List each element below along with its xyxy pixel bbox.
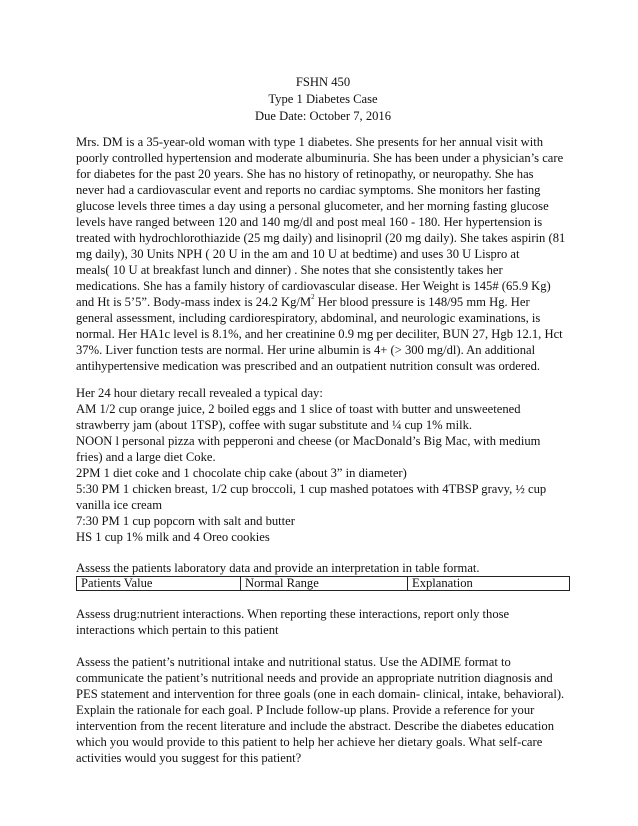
bmi-superscript: 2 bbox=[311, 293, 315, 301]
table-header-row bbox=[77, 577, 570, 591]
lab-interpretation-table bbox=[76, 576, 570, 591]
case-intro-line: treated with hydrochlorothiazide (25 mg daily) and lisinopril (20 mg daily). She takes aspirin (81 bbox=[76, 231, 566, 245]
column-header-normal-range: Normal Range bbox=[241, 577, 408, 591]
due-date: Due Date: October 7, 2016 bbox=[254, 109, 392, 123]
case-intro-line: never had a cardiovascular event and reports no cardiac symptoms. She monitors her fasting bbox=[76, 183, 541, 197]
case-intro-line: for diabetes for the past 20 years. She has no history of retinopathy, or neuropathy. She has bbox=[76, 167, 534, 181]
diet-recall-line: 5:30 PM 1 chicken breast, 1/2 cup broccoli, 1 cup mashed potatoes with 4TBSP gravy, ½ cup bbox=[76, 482, 547, 496]
case-title: Type 1 Diabetes Case bbox=[268, 92, 378, 106]
case-intro-line: medications. She has a family history of cardiovascular disease. Her Weight is 145# (65.9 Kg) bbox=[76, 279, 551, 293]
bmi-text: and Ht is 5’5”. Body-mass index is 24.2 Kg/M bbox=[76, 295, 312, 309]
diet-recall-line: AM 1/2 cup orange juice, 2 boiled eggs and 1 slice of toast with butter and unsweetened bbox=[76, 402, 521, 416]
diet-recall-line: strawberry jam (about 1TSP), coffee with sugar substitute and ¼ cup 1% milk. bbox=[76, 418, 473, 432]
bp-text: Her blood pressure is 148/95 mm Hg. Her bbox=[314, 295, 530, 309]
diet-recall-line: 2PM 1 diet coke and 1 chocolate chip cake (about 3” in diameter) bbox=[76, 466, 407, 480]
case-intro-line: poorly controlled hypertension and moderate albuminuria. She has been under a physician’s care bbox=[76, 151, 564, 165]
diet-recall-line: HS 1 cup 1% milk and 4 Oreo cookies bbox=[76, 530, 270, 544]
case-intro-line: normal. Her HA1c level is 8.1%, and her creatinine 0.9 mg per deciliter, BUN 27, Hgb 12.1, Hct bbox=[76, 327, 563, 341]
drug-nutrient-section bbox=[76, 606, 576, 638]
case-intro-line: Mrs. DM is a 35-year-old woman with type 1 diabetes. She presents for her annual visit with bbox=[76, 135, 544, 149]
drug-nutrient-line: Assess drug:nutrient interactions. When reporting these interactions, report only those bbox=[76, 607, 510, 621]
diet-recall-line: vanilla ice cream bbox=[76, 498, 163, 512]
diet-recall-section bbox=[76, 385, 576, 545]
adime-line: intervention from the recent literature and include the abstract. Describe the diabetes education bbox=[76, 719, 555, 733]
lab-assessment-section bbox=[76, 560, 576, 591]
lab-assessment-instruction: Assess the patients laboratory data and provide an interpretation in table format. bbox=[76, 561, 480, 575]
case-intro-line-bmi bbox=[76, 294, 576, 310]
case-intro-line: glucose levels three times a day using a personal glucometer, and her morning fasting glucose bbox=[76, 199, 549, 213]
case-intro-paragraph bbox=[76, 134, 576, 374]
adime-line: activities would you suggest for this patient? bbox=[76, 751, 302, 765]
case-intro-line: mg daily), 30 Units NPH ( 20 U in the am and 10 U at bedtime) and uses 30 U Lispro at bbox=[76, 247, 520, 261]
diet-recall-line: NOON l personal pizza with pepperoni and cheese (or MacDonald’s Big Mac, with medium bbox=[76, 434, 541, 448]
diet-recall-line: 7:30 PM 1 cup popcorn with salt and butter bbox=[76, 514, 295, 528]
column-header-patients-value: Patients Value bbox=[77, 577, 241, 591]
case-intro-line: meals( 10 U at breakfast lunch and dinner) . She notes that she consistently takes her bbox=[76, 263, 503, 277]
adime-line: communicate the patient’s nutritional needs and provide an appropriate nutrition diagnosis and bbox=[76, 671, 553, 685]
diet-recall-line: fries) and a large diet Coke. bbox=[76, 450, 216, 464]
case-intro-line: levels have ranged between 120 and 140 mg/dl and post meal 160 - 180. Her hypertension is bbox=[76, 215, 543, 229]
drug-nutrient-line: interactions which pertain to this patient bbox=[76, 623, 279, 637]
column-header-explanation: Explanation bbox=[408, 577, 570, 591]
adime-line: which you would provide to this patient to help her achieve her dietary goals. What self-care bbox=[76, 735, 543, 749]
case-intro-line: antihypertensive medication was prescribed and an outpatient nutrition consult was ordered. bbox=[76, 359, 541, 373]
diet-recall-heading: Her 24 hour dietary recall revealed a typical day: bbox=[76, 386, 323, 400]
document-header bbox=[70, 74, 576, 125]
adime-section bbox=[76, 654, 576, 766]
case-intro-line: general assessment, including cardiorespiratory, abdominal, and neurologic examinations, is bbox=[76, 311, 541, 325]
course-code: FSHN 450 bbox=[295, 75, 351, 89]
case-intro-line: 37%. Liver function tests are normal. Her urine albumin is 4+ (> 300 mg/dl). An additional bbox=[76, 343, 536, 357]
adime-line: PES statement and intervention for three goals (one in each domain- clinical, intake, behavioral). bbox=[76, 687, 565, 701]
adime-line: Assess the patient’s nutritional intake and nutritional status. Use the ADIME format to bbox=[76, 655, 511, 669]
adime-line: Explain the rationale for each goal. P Include follow-up plans. Provide a reference for your bbox=[76, 703, 535, 717]
